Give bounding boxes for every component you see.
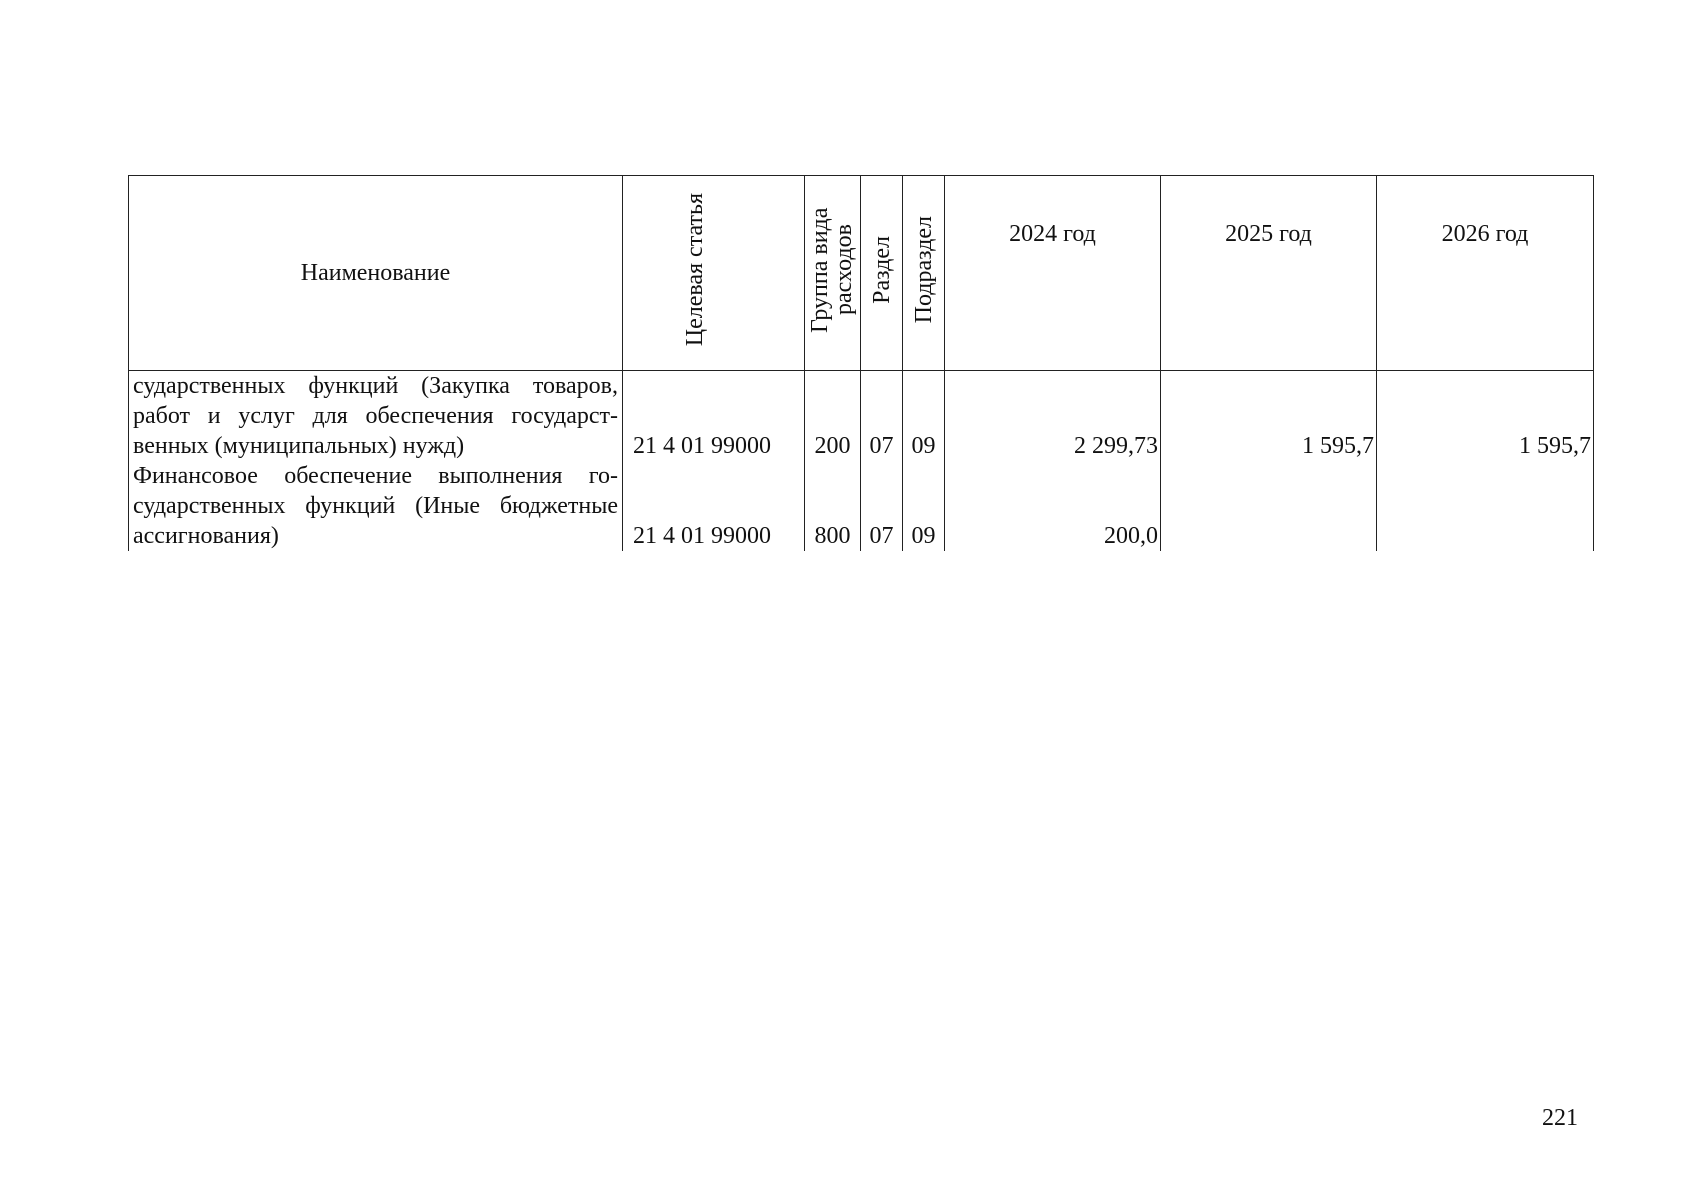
row-2026 [1377,461,1594,551]
row-code: 21 4 01 99000 [623,461,805,551]
header-2026: 2026 год [1377,176,1594,371]
row-name: сударственных функций (Закупка товаров, работ и услуг для обеспечения государственных (муниципальных) нужд) [129,371,623,462]
row-2025: 1 595,7 [1161,371,1377,462]
row-name: Финансовое обеспечение выполнения государственных функций (Иные бюджетные ассигнования) [129,461,623,551]
row-razdel: 07 [861,461,903,551]
header-vid: Группа вида расходов [805,176,861,371]
row-2025 [1161,461,1377,551]
table-row [129,461,1594,551]
row-vid: 200 [805,371,861,462]
table-header-row [129,176,1594,371]
budget-table [128,175,1594,551]
table-row [129,371,1594,462]
page-number: 221 [1542,1105,1578,1131]
header-podrazdel: Подраздел [903,176,945,371]
header-2024: 2024 год [945,176,1161,371]
row-2024: 200,0 [945,461,1161,551]
header-code: Целевая статья [623,176,805,371]
row-vid: 800 [805,461,861,551]
row-razdel: 07 [861,371,903,462]
header-razdel: Раздел [861,176,903,371]
header-2025: 2025 год [1161,176,1377,371]
header-name: Наименование [129,176,623,371]
row-2026: 1 595,7 [1377,371,1594,462]
row-podrazdel: 09 [903,461,945,551]
row-podrazdel: 09 [903,371,945,462]
row-code: 21 4 01 99000 [623,371,805,462]
row-2024: 2 299,73 [945,371,1161,462]
